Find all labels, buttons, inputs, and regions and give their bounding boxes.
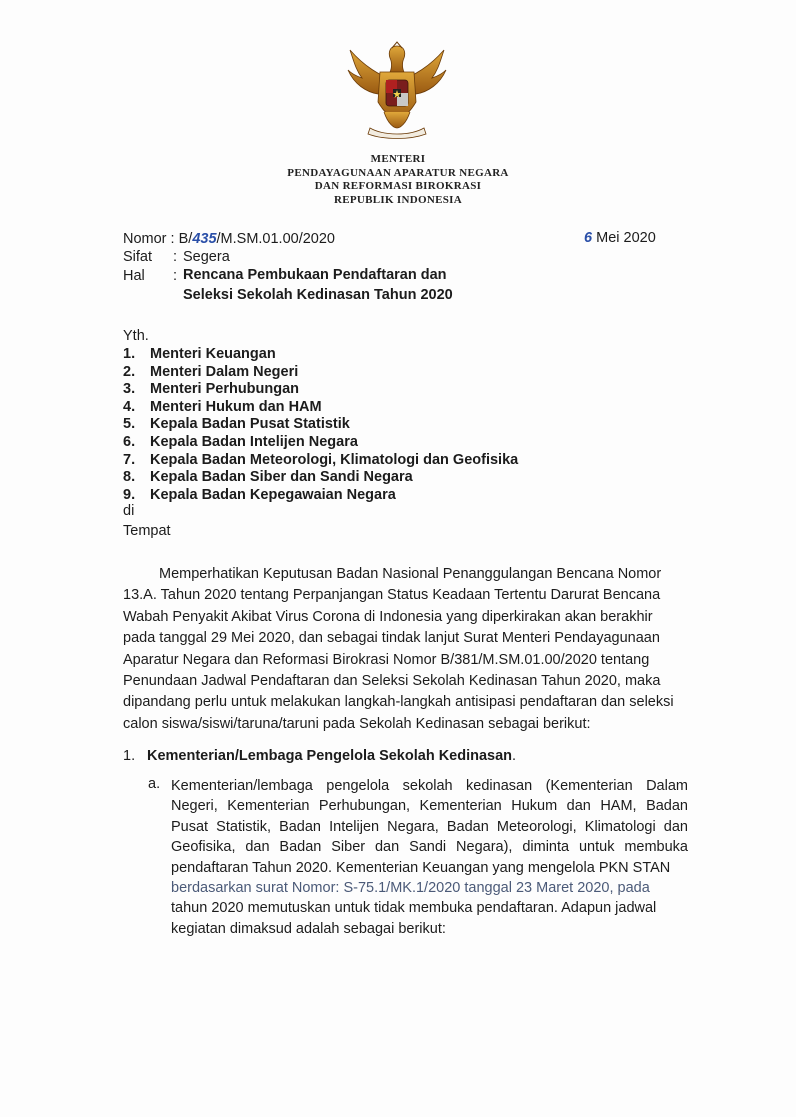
section-1a-body: Kementerian/lembaga pengelola sekolah kedinasan (Kementerian Dalam Negeri, Kementerian Perhubungan, Kementerian Hukum dan HAM, Badan Pusat Statistik, Badan Intelijen Negara, Badan Meteorologi, Klimatologi dan Geofisika, dan Badan Siber dan Sandi Negara), diminta untuk membuka pendaftaran Tahun 2020. Kementerian Keuangan yang mengelola PKN STAN berdasarkan surat Nomor: S-75.1/MK.1/2020 tanggal 23 Maret 2020, pada tahun 2020 memutuskan untuk tidak membuka pendaftaran. Adapun jadwal kegiatan dimaksud adalah sebagai berikut:: [171, 778, 688, 937]
list-item: 7. Kepala Badan Meteorologi, Klimatologi dan Geofisika: [123, 451, 519, 468]
nomor-handwritten: 435: [192, 231, 217, 247]
sifat-value: Segera: [183, 249, 230, 265]
header-line-3: DAN REFORMASI BIROKRASI: [314, 180, 482, 192]
list-item: 5. Kepala Badan Pusat Statistik: [123, 416, 350, 433]
nomor-row: [123, 230, 335, 249]
garuda-emblem-icon: [344, 40, 450, 140]
nomor-label: Nomor: [123, 231, 167, 247]
item-letter: a.: [148, 776, 161, 792]
nomor-separator: :: [170, 231, 175, 247]
list-item: 3. Menteri Perhubungan: [123, 381, 300, 398]
sifat-label: Sifat: [123, 249, 153, 265]
opening-paragraph: Memperhatikan Keputusan Badan Nasional Penanggulangan Bencana Nomor 13.A. Tahun 2020 tentang Perpanjangan Status Keadaan Tertentu Darurat Bencana Wabah Penyakit Akibat Virus Corona di Indonesia yang diperkirakan akan berakhir pada tanggal 29 Mei 2020, dan sebagai tindak lanjut Surat Menteri Pendayagunaan Aparatur Negara dan Reformasi Birokrasi Nomor B/381/M.SM.01.00/2020 tentang Penundaan Jadwal Pendaftaran dan Seleksi Sekolah Kedinasan Tahun 2020, maka dipandang perlu untuk melakukan langkah-langkah antisipasi pendaftaran dan seleksi calon siswa/siswi/taruna/taruni pada Sekolah Kedinasan sebagai berikut:: [123, 566, 674, 732]
date-day-handwritten: 6: [584, 230, 593, 246]
list-item: 6. Kepala Badan Intelijen Negara: [123, 433, 358, 450]
header-line-4: REPUBLIK INDONESIA: [334, 194, 462, 206]
hal-line-1: Rencana Pembukaan Pendaftaran dan: [183, 267, 447, 283]
letter-date: [584, 230, 656, 246]
nomor-suffix: /M.SM.01.00/2020: [216, 231, 336, 247]
list-item: 2. Menteri Dalam Negeri: [123, 363, 299, 380]
di-text: di: [123, 503, 135, 519]
header-line-2: PENDAYAGUNAAN APARATUR NEGARA: [287, 167, 509, 179]
yth: Yth.: [123, 328, 149, 344]
date-rest: Mei 2020: [596, 230, 656, 246]
sifat-row: [123, 248, 230, 267]
section-1-heading: 1. Kementerian/Lembaga Pengelola Sekolah Kedinasan.: [123, 748, 517, 764]
header-line-1: MENTERI: [370, 153, 426, 165]
nomor-prefix: B/: [178, 231, 193, 247]
hal-separator: :: [173, 268, 178, 284]
hal-label: Hal: [123, 268, 145, 284]
recipient-list: [123, 346, 518, 504]
sifat-separator: :: [173, 249, 178, 265]
tempat-text: Tempat: [123, 523, 171, 539]
hal-row: [123, 267, 183, 286]
hal-line-2: Seleksi Sekolah Kedinasan Tahun 2020: [183, 287, 453, 303]
list-item: 4. Menteri Hukum dan HAM: [123, 398, 322, 415]
list-item: 9. Kepala Badan Kepegawaian Negara: [123, 486, 396, 503]
list-item: 1. Menteri Keuangan: [123, 346, 276, 362]
list-item: 8. Kepala Badan Siber dan Sandi Negara: [123, 469, 413, 486]
